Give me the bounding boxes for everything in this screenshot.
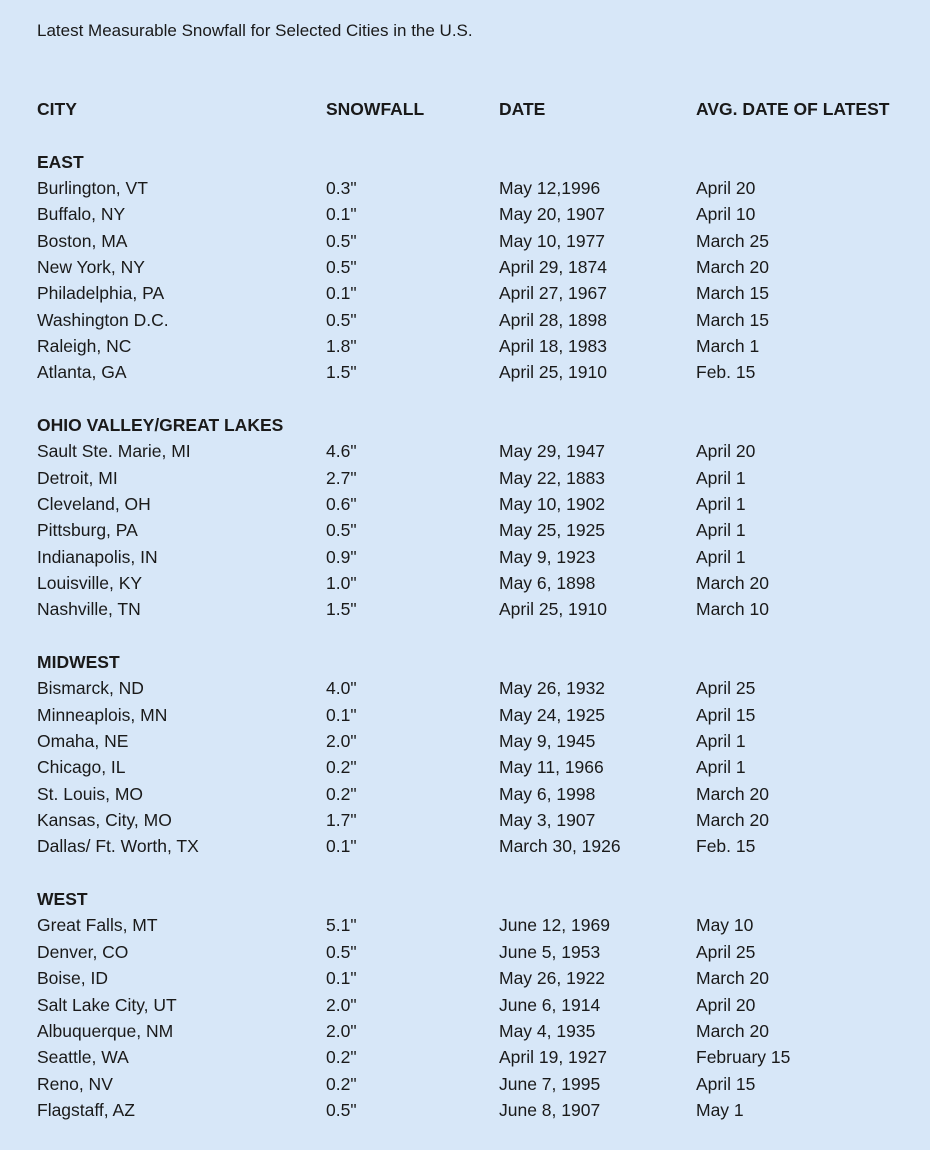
date-cell: June 6, 1914 bbox=[499, 994, 601, 1015]
snowfall-cell: 1.5" bbox=[326, 599, 357, 620]
snowfall-cell: 0.1" bbox=[326, 283, 357, 304]
city-cell: Raleigh, NC bbox=[37, 335, 132, 356]
table-row bbox=[37, 254, 917, 280]
snowfall-cell: 4.6" bbox=[326, 441, 357, 462]
table-row bbox=[37, 754, 917, 780]
section-heading bbox=[37, 886, 917, 912]
city-cell: Albuquerque, NM bbox=[37, 1020, 174, 1041]
table-row bbox=[37, 280, 917, 306]
table-row bbox=[37, 1097, 917, 1123]
table-header-row bbox=[37, 96, 917, 122]
avg-date-cell: March 1 bbox=[696, 335, 760, 356]
snowfall-cell: 0.5" bbox=[326, 256, 357, 277]
snowfall-cell: 5.1" bbox=[326, 915, 357, 936]
city-cell: Seattle, WA bbox=[37, 1047, 129, 1068]
date-cell: May 9, 1923 bbox=[499, 546, 596, 567]
date-cell: May 12,1996 bbox=[499, 177, 601, 198]
snowfall-cell: 0.2" bbox=[326, 1047, 357, 1068]
city-cell: Burlington, VT bbox=[37, 177, 148, 198]
avg-date-cell: March 20 bbox=[696, 810, 769, 831]
city-cell: Chicago, IL bbox=[37, 757, 126, 778]
snowfall-cell: 0.5" bbox=[326, 230, 357, 251]
snowfall-cell: 1.8" bbox=[326, 335, 357, 356]
snowfall-cell: 2.0" bbox=[326, 994, 357, 1015]
snowfall-cell: 0.2" bbox=[326, 757, 357, 778]
avg-date-cell: April 1 bbox=[696, 467, 746, 488]
city-cell: Boise, ID bbox=[37, 968, 108, 989]
city-cell: Buffalo, NY bbox=[37, 204, 126, 225]
page-title: Latest Measurable Snowfall for Selected Cities in the U.S. bbox=[37, 21, 473, 40]
date-cell: May 26, 1922 bbox=[499, 968, 606, 989]
date-cell: May 29, 1947 bbox=[499, 441, 606, 462]
section-spacer bbox=[37, 386, 917, 412]
avg-date-cell: March 20 bbox=[696, 968, 769, 989]
table-row bbox=[37, 596, 917, 622]
section-spacer bbox=[37, 623, 917, 649]
table-row bbox=[37, 517, 917, 543]
avg-date-cell: April 25 bbox=[696, 678, 756, 699]
table-row bbox=[37, 965, 917, 991]
city-cell: Atlanta, GA bbox=[37, 362, 127, 383]
snowfall-cell: 4.0" bbox=[326, 678, 357, 699]
date-cell: May 6, 1998 bbox=[499, 783, 596, 804]
snowfall-cell: 2.0" bbox=[326, 731, 357, 752]
table-row bbox=[37, 1071, 917, 1097]
avg-date-cell: April 20 bbox=[696, 994, 756, 1015]
header-date: DATE bbox=[499, 99, 546, 119]
city-cell: Great Falls, MT bbox=[37, 915, 158, 936]
table-body bbox=[37, 149, 917, 1124]
date-cell: June 12, 1969 bbox=[499, 915, 610, 936]
table-row bbox=[37, 307, 917, 333]
date-cell: April 29, 1874 bbox=[499, 256, 607, 277]
header-avg-date: AVG. DATE OF LATEST bbox=[696, 99, 890, 119]
avg-date-cell: April 1 bbox=[696, 493, 746, 514]
city-cell: St. Louis, MO bbox=[37, 783, 144, 804]
avg-date-cell: March 15 bbox=[696, 309, 769, 330]
city-cell: Washington D.C. bbox=[37, 309, 169, 330]
table-row bbox=[37, 544, 917, 570]
city-cell: Boston, MA bbox=[37, 230, 128, 251]
date-cell: May 9, 1945 bbox=[499, 731, 596, 752]
header-city: CITY bbox=[37, 99, 77, 119]
city-cell: Minneaplois, MN bbox=[37, 704, 168, 725]
avg-date-cell: March 20 bbox=[696, 1020, 769, 1041]
table-row bbox=[37, 228, 917, 254]
date-cell: April 27, 1967 bbox=[499, 283, 607, 304]
date-cell: May 4, 1935 bbox=[499, 1020, 596, 1041]
snowfall-cell: 0.6" bbox=[326, 493, 357, 514]
table-row bbox=[37, 491, 917, 517]
section-heading bbox=[37, 412, 917, 438]
city-cell: Louisville, KY bbox=[37, 573, 143, 593]
table-row bbox=[37, 465, 917, 491]
table-row bbox=[37, 333, 917, 359]
table-row bbox=[37, 833, 917, 859]
date-cell: April 25, 1910 bbox=[499, 599, 607, 620]
city-cell: Nashville, TN bbox=[37, 599, 141, 620]
avg-date-cell: March 10 bbox=[696, 599, 769, 620]
snowfall-cell: 0.5" bbox=[326, 941, 357, 962]
avg-date-cell: March 15 bbox=[696, 283, 769, 304]
date-cell: March 30, 1926 bbox=[499, 836, 621, 857]
avg-date-cell: April 1 bbox=[696, 546, 746, 567]
avg-date-cell: April 10 bbox=[696, 204, 756, 225]
date-cell: May 26, 1932 bbox=[499, 678, 606, 699]
table-row bbox=[37, 1044, 917, 1070]
date-cell: June 7, 1995 bbox=[499, 1073, 601, 1094]
city-cell: Reno, NV bbox=[37, 1073, 113, 1094]
table-row bbox=[37, 728, 917, 754]
avg-date-cell: Feb. 15 bbox=[696, 836, 756, 857]
snowfall-cell: 2.7" bbox=[326, 467, 357, 488]
snowfall-cell: 2.0" bbox=[326, 1020, 357, 1041]
avg-date-cell: April 15 bbox=[696, 704, 756, 725]
table-row bbox=[37, 939, 917, 965]
avg-date-cell: April 20 bbox=[696, 177, 756, 198]
avg-date-cell: April 1 bbox=[696, 757, 746, 778]
avg-date-cell: April 1 bbox=[696, 520, 746, 541]
table-row bbox=[37, 438, 917, 464]
date-cell: May 10, 1902 bbox=[499, 493, 606, 514]
date-cell: April 25, 1910 bbox=[499, 362, 607, 383]
avg-date-cell: April 25 bbox=[696, 941, 756, 962]
snowfall-cell: 0.2" bbox=[326, 1073, 357, 1094]
avg-date-cell: April 15 bbox=[696, 1073, 756, 1094]
snowfall-cell: 0.1" bbox=[326, 204, 357, 225]
section-title: WEST bbox=[37, 889, 88, 910]
date-cell: June 5, 1953 bbox=[499, 941, 601, 962]
date-cell: May 3, 1907 bbox=[499, 810, 596, 831]
date-cell: May 10, 1977 bbox=[499, 230, 606, 251]
date-cell: May 25, 1925 bbox=[499, 520, 606, 541]
city-cell: Denver, CO bbox=[37, 941, 129, 962]
section-spacer bbox=[37, 860, 917, 886]
city-cell: Indianapolis, IN bbox=[37, 546, 158, 567]
snowfall-cell: 0.1" bbox=[326, 968, 357, 989]
table-row bbox=[37, 781, 917, 807]
section-title: EAST bbox=[37, 151, 84, 172]
date-cell: May 22, 1883 bbox=[499, 467, 606, 488]
avg-date-cell: Feb. 15 bbox=[696, 362, 756, 383]
snowfall-cell: 0.9" bbox=[326, 546, 357, 567]
table-row bbox=[37, 570, 917, 596]
section-heading bbox=[37, 649, 917, 675]
section-title: OHIO VALLEY/GREAT LAKES bbox=[37, 414, 284, 435]
table-row bbox=[37, 1018, 917, 1044]
table-row bbox=[37, 992, 917, 1018]
avg-date-cell: March 25 bbox=[696, 230, 769, 251]
avg-date-cell: March 20 bbox=[696, 256, 769, 277]
snowfall-cell: 0.1" bbox=[326, 704, 357, 725]
avg-date-cell: April 1 bbox=[696, 731, 746, 752]
date-cell: June 8, 1907 bbox=[499, 1099, 601, 1120]
city-cell: Sault Ste. Marie, MI bbox=[37, 441, 191, 462]
date-cell: May 20, 1907 bbox=[499, 204, 606, 225]
avg-date-cell: April 20 bbox=[696, 441, 756, 462]
snowfall-cell: 0.2" bbox=[326, 783, 357, 804]
snowfall-cell: 0.5" bbox=[326, 520, 357, 541]
snowfall-cell: 1.0" bbox=[326, 573, 357, 593]
city-cell: Omaha, NE bbox=[37, 731, 129, 752]
avg-date-cell: May 10 bbox=[696, 915, 754, 936]
city-cell: Philadelphia, PA bbox=[37, 283, 165, 304]
snowfall-cell: 0.1" bbox=[326, 836, 357, 857]
date-cell: May 6, 1898 bbox=[499, 573, 596, 593]
avg-date-cell: March 20 bbox=[696, 783, 769, 804]
city-cell: Pittsburg, PA bbox=[37, 520, 138, 541]
snowfall-cell: 0.5" bbox=[326, 309, 357, 330]
table-row bbox=[37, 807, 917, 833]
date-cell: April 18, 1983 bbox=[499, 335, 607, 356]
date-cell: May 11, 1966 bbox=[499, 757, 604, 778]
snowfall-cell: 0.3" bbox=[326, 177, 357, 198]
table-row bbox=[37, 912, 917, 938]
city-cell: Dallas/ Ft. Worth, TX bbox=[37, 836, 199, 857]
city-cell: Bismarck, ND bbox=[37, 678, 144, 699]
table-row bbox=[37, 675, 917, 701]
table-row bbox=[37, 175, 917, 201]
date-cell: April 28, 1898 bbox=[499, 309, 607, 330]
avg-date-cell: March 20 bbox=[696, 573, 769, 593]
city-cell: New York, NY bbox=[37, 256, 145, 277]
city-cell: Detroit, MI bbox=[37, 467, 118, 488]
city-cell: Flagstaff, AZ bbox=[37, 1099, 135, 1120]
header-snowfall: SNOWFALL bbox=[326, 99, 425, 119]
snowfall-cell: 1.7" bbox=[326, 810, 357, 831]
avg-date-cell: May 1 bbox=[696, 1099, 744, 1120]
table-row bbox=[37, 359, 917, 385]
snowfall-cell: 0.5" bbox=[326, 1099, 357, 1120]
city-cell: Salt Lake City, UT bbox=[37, 994, 177, 1015]
city-cell: Cleveland, OH bbox=[37, 493, 151, 514]
table-row bbox=[37, 702, 917, 728]
date-cell: April 19, 1927 bbox=[499, 1047, 607, 1068]
snowfall-table bbox=[37, 96, 917, 1123]
section-heading bbox=[37, 149, 917, 175]
city-cell: Kansas, City, MO bbox=[37, 810, 172, 831]
date-cell: May 24, 1925 bbox=[499, 704, 606, 725]
table-row bbox=[37, 201, 917, 227]
avg-date-cell: February 15 bbox=[696, 1047, 791, 1068]
snowfall-cell: 1.5" bbox=[326, 362, 357, 383]
section-title: MIDWEST bbox=[37, 652, 120, 673]
